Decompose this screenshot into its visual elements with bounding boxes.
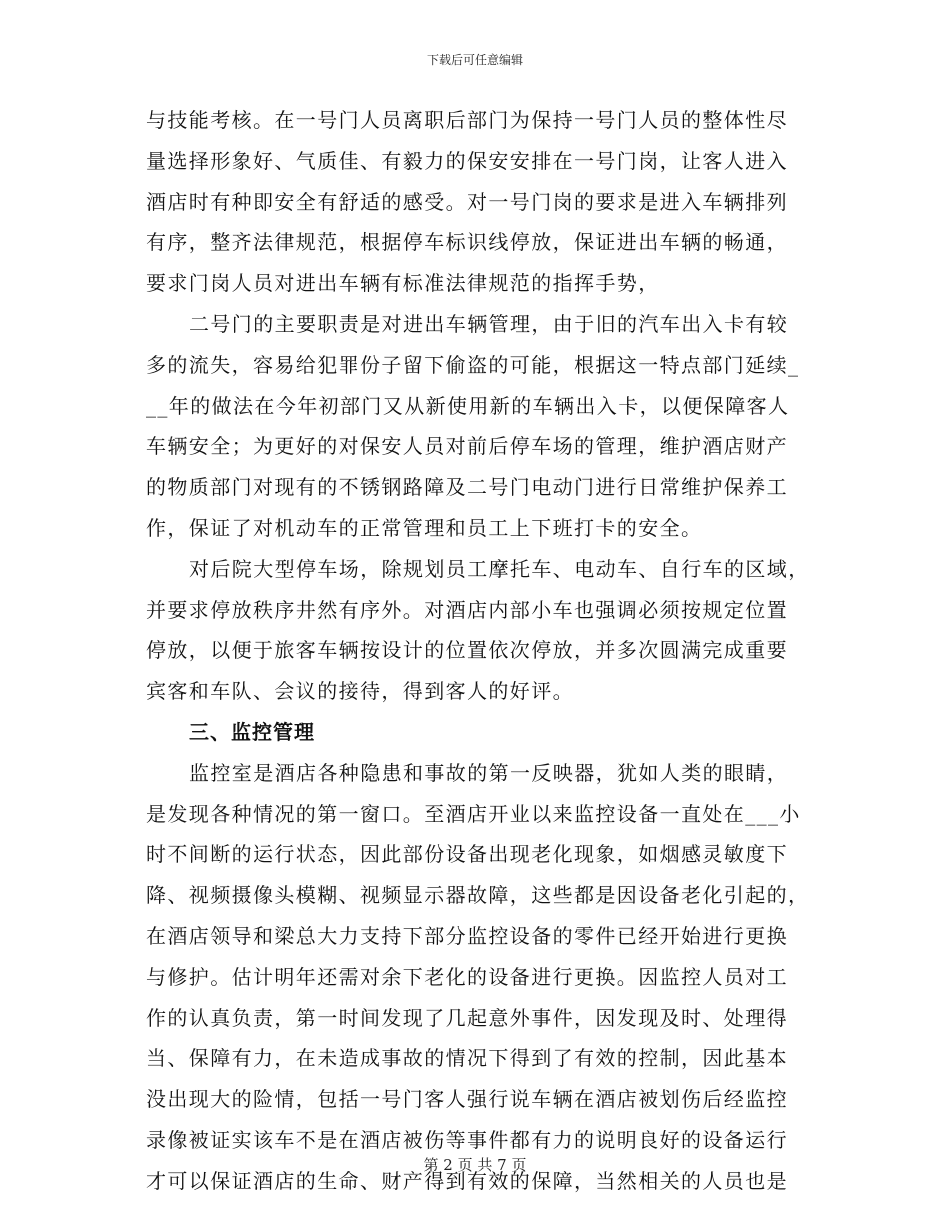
document-body <box>146 100 810 1202</box>
paragraph-line: 停放，以便于旅客车辆按设计的位置依次停放，并多次圆满完成重要 <box>146 638 788 663</box>
paragraph-line: 多的流失，容易给犯罪份子留下偷盗的可能，根据这一特点部门延续_ <box>146 352 800 377</box>
paragraph-line: 要求门岗人员对进出车辆有标准法律规范的指挥手势， <box>146 271 660 296</box>
paragraph-line: 的物质部门对现有的不锈钢路障及二号门电动门进行日常维护保养工 <box>146 475 788 500</box>
paragraph-line: 录像被证实该车不是在酒店被伤等事件都有力的说明良好的设备运行 <box>146 1127 788 1152</box>
paragraph-line: 没出现大的险情，包括一号门客人强行说车辆在酒店被划伤后经监控 <box>146 1087 788 1112</box>
paragraph-line: 作的认真负责，第一时间发现了几起意外事件，因发现及时、处理得 <box>146 1005 788 1030</box>
paragraph-line: 在酒店领导和梁总大力支持下部分监控设备的零件已经开始进行更换 <box>146 923 788 948</box>
page-header: 下载后可任意编辑 <box>426 53 523 67</box>
paragraph-line: 酒店时有种即安全有舒适的感受。对一号门岗的要求是进入车辆排列 <box>146 189 788 214</box>
paragraph-line: __年的做法在今年初部门又从新使用新的车辆出入卡，以便保障客人 <box>146 393 790 418</box>
paragraph-line: 才可以保证酒店的生命、财产得到有效的保障，当然相关的人员也是 <box>146 1168 788 1193</box>
paragraph-line: 作，保证了对机动车的正常管理和员工上下班打卡的安全。 <box>146 515 703 540</box>
paragraph-line: 当、保障有力，在未造成事故的情况下得到了有效的控制，因此基本 <box>146 1046 788 1071</box>
paragraph-line: 车辆安全；为更好的对保安人员对前后停车场的管理，维护酒店财产 <box>146 434 788 459</box>
paragraph-line: 与修护。估计明年还需对余下老化的设备进行更换。因监控人员对工 <box>146 964 788 989</box>
paragraph-line: 降、视频摄像头模糊、视频显示器故障，这些都是因设备老化引起的， <box>146 883 810 908</box>
paragraph-line: 量选择形象好、气质佳、有毅力的保安安排在一号门岗，让客人进入 <box>146 148 788 173</box>
paragraph-line: 监控室是酒店各种隐患和事故的第一反映器，犹如人类的眼睛， <box>189 760 789 785</box>
paragraph-line: 有序，整齐法律规范，根据停车标识线停放，保证进出车辆的畅通， <box>146 230 788 255</box>
paragraph-line: 并要求停放秩序井然有序外。对酒店内部小车也强调必须按规定位置 <box>146 597 788 622</box>
paragraph-line: 时不间断的运行状态，因此部份设备出现老化现象，如烟感灵敏度下 <box>146 842 788 867</box>
page-number-footer: 第 2 页 共 7 页 <box>423 1156 527 1174</box>
paragraph-line: 对后院大型停车场，除规划员工摩托车、电动车、自行车的区域， <box>189 556 810 581</box>
section-heading: 三、监控管理 <box>189 719 315 744</box>
paragraph-line: 与技能考核。在一号门人员离职后部门为保持一号门人员的整体性尽 <box>146 108 788 132</box>
paragraph-line: 是发现各种情况的第一窗口。至酒店开业以来监控设备一直处在___小 <box>146 801 801 826</box>
paragraph-line: 宾客和车队、会议的接待，得到客人的好评。 <box>146 679 574 704</box>
paragraph-line: 二号门的主要职责是对进出车辆管理，由于旧的汽车出入卡有较 <box>189 311 789 336</box>
